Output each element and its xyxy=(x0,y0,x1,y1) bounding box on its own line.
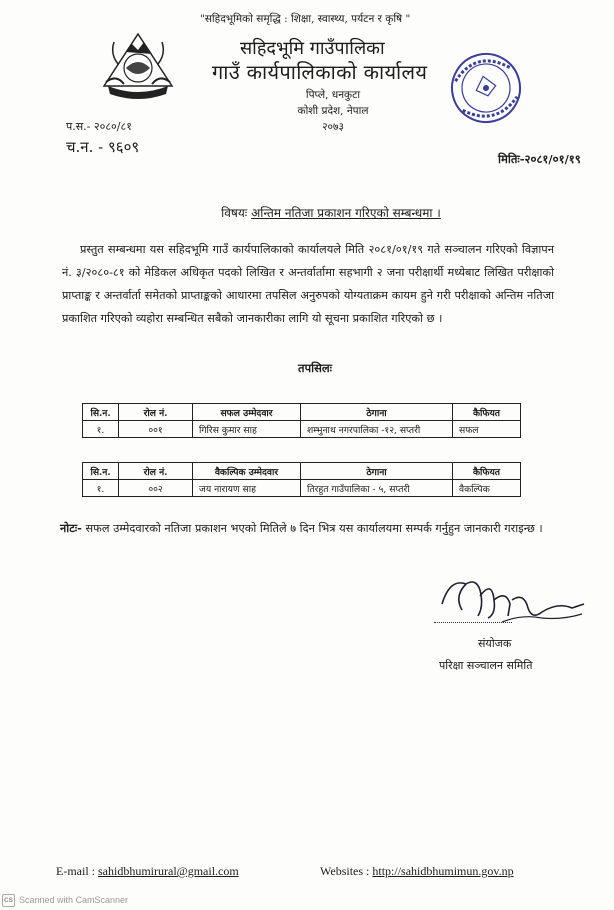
website-link[interactable]: http://sahidbhumimun.gov.np xyxy=(372,864,514,878)
motto: "सहिदभूमिको समृद्धि : शिक्षा, स्वास्थ्य, पर्यटन र कृषि " xyxy=(200,13,411,25)
table-cell: शम्भुनाथ नगरपालिका -१२, सप्तरी xyxy=(301,421,453,438)
handwritten-signature xyxy=(432,570,592,640)
dispatch-number: च.न. - ९६०९ xyxy=(66,138,140,156)
established-year: २०७३ xyxy=(322,121,344,133)
scanner-watermark xyxy=(0,890,200,910)
table-cell: सफल xyxy=(453,421,521,438)
column-header: ठेगाना xyxy=(301,404,453,421)
column-header: सफल उम्मेदवार xyxy=(193,404,301,421)
address-line-2: कोशी प्रदेश, नेपाल xyxy=(297,105,369,117)
subject-text: अन्तिम नतिजा प्रकाशन गरिएको सम्बन्धमा । xyxy=(251,206,441,220)
column-header: वैकल्पिक उम्मेदवार xyxy=(193,463,301,480)
table-cell: ००२ xyxy=(119,480,193,497)
municipality-name: सहिदभूमि गाउँपालिका xyxy=(240,38,385,59)
table-cell: ००१ xyxy=(119,421,193,438)
annex-heading: तपसिलः xyxy=(298,361,332,375)
note-text: सफल उम्मेदवारको नतिजा प्रकाशन भएको मितिले ७ दिन भित्र यस कार्यालयमा सम्पर्क गर्नुहुन जानकारी गराइन्छ । xyxy=(81,522,543,535)
camscanner-logo-icon: CS xyxy=(2,894,15,907)
column-header: कैफियत xyxy=(453,463,521,480)
email-link[interactable]: sahidbhumirural@gmail.com xyxy=(98,864,239,878)
signature-line xyxy=(434,622,512,623)
column-header: रोल नं. xyxy=(119,463,193,480)
column-header: ठेगाना xyxy=(301,463,453,480)
table-cell: गिरिस कुमार साह xyxy=(193,421,301,438)
letter-date: मितिः-२०८१/०१/१९ xyxy=(498,152,581,166)
office-seal-stamp xyxy=(440,44,532,132)
note-line xyxy=(60,521,543,536)
footer-website xyxy=(320,864,514,879)
table-header-row xyxy=(83,463,521,480)
fiscal-year: प.स.- २०८०/८१ xyxy=(66,120,132,133)
alternate-candidates-table xyxy=(82,462,521,497)
signatory-committee: परिक्षा सञ्चालन समिति xyxy=(439,659,533,672)
successful-candidates-table xyxy=(82,403,521,438)
table-row xyxy=(83,480,521,497)
office-name: गाउँ कार्यपालिकाको कार्यालय xyxy=(212,60,428,84)
table-cell: १. xyxy=(83,480,119,497)
website-label: Websites : xyxy=(320,864,373,878)
subject-line xyxy=(0,204,614,221)
table-cell: १. xyxy=(83,421,119,438)
table-cell: जय नारायण साह xyxy=(193,480,301,497)
note-label: नोटः- xyxy=(60,521,82,535)
address-line-1: पिप्ले, धनकुटा xyxy=(305,89,361,101)
column-header: सि.न. xyxy=(83,404,119,421)
table-header-row xyxy=(83,404,521,421)
column-header: सि.न. xyxy=(83,463,119,480)
email-label: E-mail : xyxy=(56,864,98,878)
footer-email xyxy=(56,864,239,879)
column-header: रोल नं. xyxy=(119,404,193,421)
signatory-role: संयोजक xyxy=(478,637,512,650)
table-row xyxy=(83,421,521,438)
notice-paragraph: प्रस्तुत सम्बन्धमा यस सहिदभूमि गाउँ कार्यपालिकाको कार्यालयले मिति २०८१/०१/१९ गते सञ्चालन गरिएको विज्ञापन नं. ३/२०८०-८१ को मेडिकल अधिकृत पदको लिखित र अन्तर्वार्तामा सहभागी २ जना परीक्षार्थी मध्येबाट लिखित परीक्षाको प्राप्ताङ्क र अन्तर्वार्ता समेतको प्राप्ताङ्कको आधारमा तपसिल अनुरुपको योग्यताक्रम कायम हुने गरी परीक्षाको अन्तिम नतिजा प्रकाशित गरिएको व्यहोरा सम्बन्धित सबैको जानकारीका लागि यो सूचना प्रकाशित गरिएको छ । xyxy=(62,243,554,325)
table-cell: तिरहुत गाउँपालिका - ५, सप्तरी xyxy=(301,480,453,497)
table-cell: वैकल्पिक xyxy=(453,480,521,497)
column-header: कैफियत xyxy=(453,404,521,421)
scanner-text: Scanned with CamScanner xyxy=(19,895,129,905)
subject-label: विषयः xyxy=(221,206,248,220)
